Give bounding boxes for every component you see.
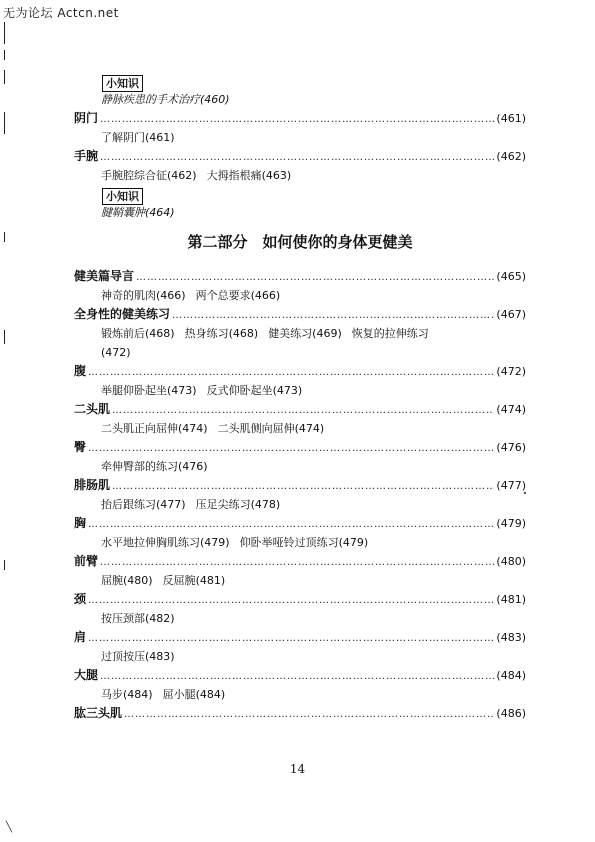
toc-subentry[interactable]: 反式仰卧起坐(473) [206,384,303,397]
toc-entry-page: (477) [496,479,526,492]
toc-entry-title: 健美篇导言 [74,269,135,283]
toc-subentries [101,647,526,666]
margin-mark [4,112,5,134]
toc-subentry[interactable]: 压足尖练习(478) [195,498,281,511]
toc-subentries [101,685,526,704]
leader-dots [112,477,494,496]
toc-entry-title: 全身性的健美练习 [74,307,171,321]
toc-subentries [101,128,526,147]
toc-entry-page: (486) [496,707,526,720]
toc-subentry[interactable]: 过顶按压(483) [101,650,175,663]
toc-subentry[interactable]: 健美练习(469) [268,327,342,340]
toc-entry-title: 腹 [74,364,87,378]
toc-entry[interactable] [74,305,526,324]
toc-subentries [101,571,526,590]
toc-subentry[interactable]: 神奇的肌肉(466) [101,289,186,302]
page-number: 14 [289,762,306,776]
margin-mark [4,560,5,570]
toc-entry-page: (480) [496,555,526,568]
corner-mark: ╲ [6,822,13,833]
toc-entry-page: (484) [496,669,526,682]
toc-subentry[interactable]: 了解阴门(461) [101,131,175,144]
leader-dots [88,363,494,382]
toc-subentry[interactable]: 屈小腿(484) [162,688,226,701]
tip-box-row [74,185,526,204]
toc-subentry[interactable]: 恢复的拉伸练习 [351,327,429,340]
leader-dots [88,515,494,534]
toc-entry[interactable] [74,267,526,286]
toc-subentry[interactable]: 大拇指根痛(463) [206,169,292,182]
watermark: 无为论坛 Actcn.net [3,6,119,20]
toc-entry[interactable] [74,147,526,166]
tip-box-label: 小知识 [102,188,143,205]
toc-subentries [101,166,526,185]
leader-dots [88,591,494,610]
toc-entry-title: 腓肠肌 [74,478,111,492]
toc-entry-title: 手腕 [74,149,99,163]
toc-entry-title: 颈 [74,592,87,606]
toc-content [74,72,526,723]
main-entries [74,267,526,723]
toc-entry[interactable] [74,552,526,571]
toc-subentries [101,457,526,476]
tip-note: 静脉疾患的手术治疗(460) [101,93,230,106]
margin-mark [4,330,5,344]
toc-subentry[interactable]: (472) [101,346,131,359]
toc-entry[interactable] [74,476,526,495]
toc-subentries [101,343,526,362]
leader-dots [136,268,494,287]
toc-subentry[interactable]: 马步(484) [101,688,153,701]
toc-entry[interactable] [74,400,526,419]
part-title: 第二部分 如何使你的身体更健美 [187,233,413,251]
toc-subentry[interactable]: 举腿仰卧起坐(473) [101,384,197,397]
toc-entry-title: 二头肌 [74,402,111,416]
margin-mark [4,70,5,84]
toc-entry[interactable] [74,628,526,647]
toc-subentry[interactable]: 仰卧举哑铃过顶练习(479) [239,536,369,549]
toc-subentry[interactable]: 锻炼前后(468) [101,327,175,340]
tip-box-row [74,72,526,91]
toc-entry[interactable] [74,514,526,533]
toc-subentry[interactable]: 两个总要求(466) [195,289,281,302]
toc-entry-page: (479) [496,517,526,530]
toc-subentries [101,419,526,438]
toc-entry-title: 大腿 [74,668,99,682]
tip-note: 腱鞘囊肿(464) [101,206,175,219]
toc-entry-page: (461) [496,112,526,125]
toc-entry[interactable] [74,109,526,128]
toc-entry[interactable] [74,666,526,685]
leader-dots [100,667,494,686]
leader-dots [100,148,494,167]
toc-subentry[interactable]: 热身练习(468) [184,327,259,340]
tip-box-label: 小知识 [102,75,143,92]
toc-subentries [101,609,526,628]
toc-subentries [101,324,526,343]
leader-dots [88,629,494,648]
toc-subentry[interactable]: 反屈腕(481) [162,574,226,587]
toc-entry[interactable] [74,362,526,381]
toc-subentry[interactable]: 水平地拉伸胸肌练习(479) [101,536,230,549]
leader-dots [88,439,494,458]
toc-entry-page: (467) [496,308,526,321]
leader-dots [172,306,494,325]
toc-entry[interactable] [74,590,526,609]
leader-dots [112,401,494,420]
toc-entry-page: (483) [496,631,526,644]
leader-dots [100,553,494,572]
toc-subentries [101,381,526,400]
top-entries [74,109,526,185]
toc-entry-title: 阴门 [74,111,99,125]
toc-subentries [101,495,526,514]
toc-entry-page: (476) [496,441,526,454]
toc-entry-title: 肱三头肌 [74,706,123,720]
toc-entry-page: (462) [496,150,526,163]
toc-entry-page: (465) [496,270,526,283]
toc-subentry[interactable]: 屈腕(480) [101,574,153,587]
toc-entry[interactable] [74,438,526,457]
speck [524,492,526,494]
toc-subentry[interactable]: 抬后跟练习(477) [101,498,186,511]
toc-subentries [101,286,526,305]
toc-entry-title: 胸 [74,516,87,530]
leader-dots [100,110,494,129]
toc-entry-title: 肩 [74,630,87,644]
toc-subentries [101,533,526,552]
toc-entry-title: 前臂 [74,554,99,568]
leader-dots [124,705,494,724]
toc-subentry[interactable]: 二头肌侧向屈伸(474) [217,422,325,435]
margin-mark [4,232,5,242]
margin-mark [4,22,5,44]
toc-subentry[interactable]: 二头肌正向屈伸(474) [101,422,208,435]
toc-entry-page: (474) [496,403,526,416]
toc-entry[interactable] [74,704,526,723]
toc-entry-page: (472) [496,365,526,378]
margin-mark [4,50,5,60]
toc-entry-page: (481) [496,593,526,606]
toc-entry-title: 臀 [74,440,87,454]
toc-subentry[interactable]: 按压颈部(482) [101,612,175,625]
toc-subentry[interactable]: 牵伸臀部的练习(476) [101,460,208,473]
toc-subentry[interactable]: 手腕腔综合征(462) [101,169,197,182]
